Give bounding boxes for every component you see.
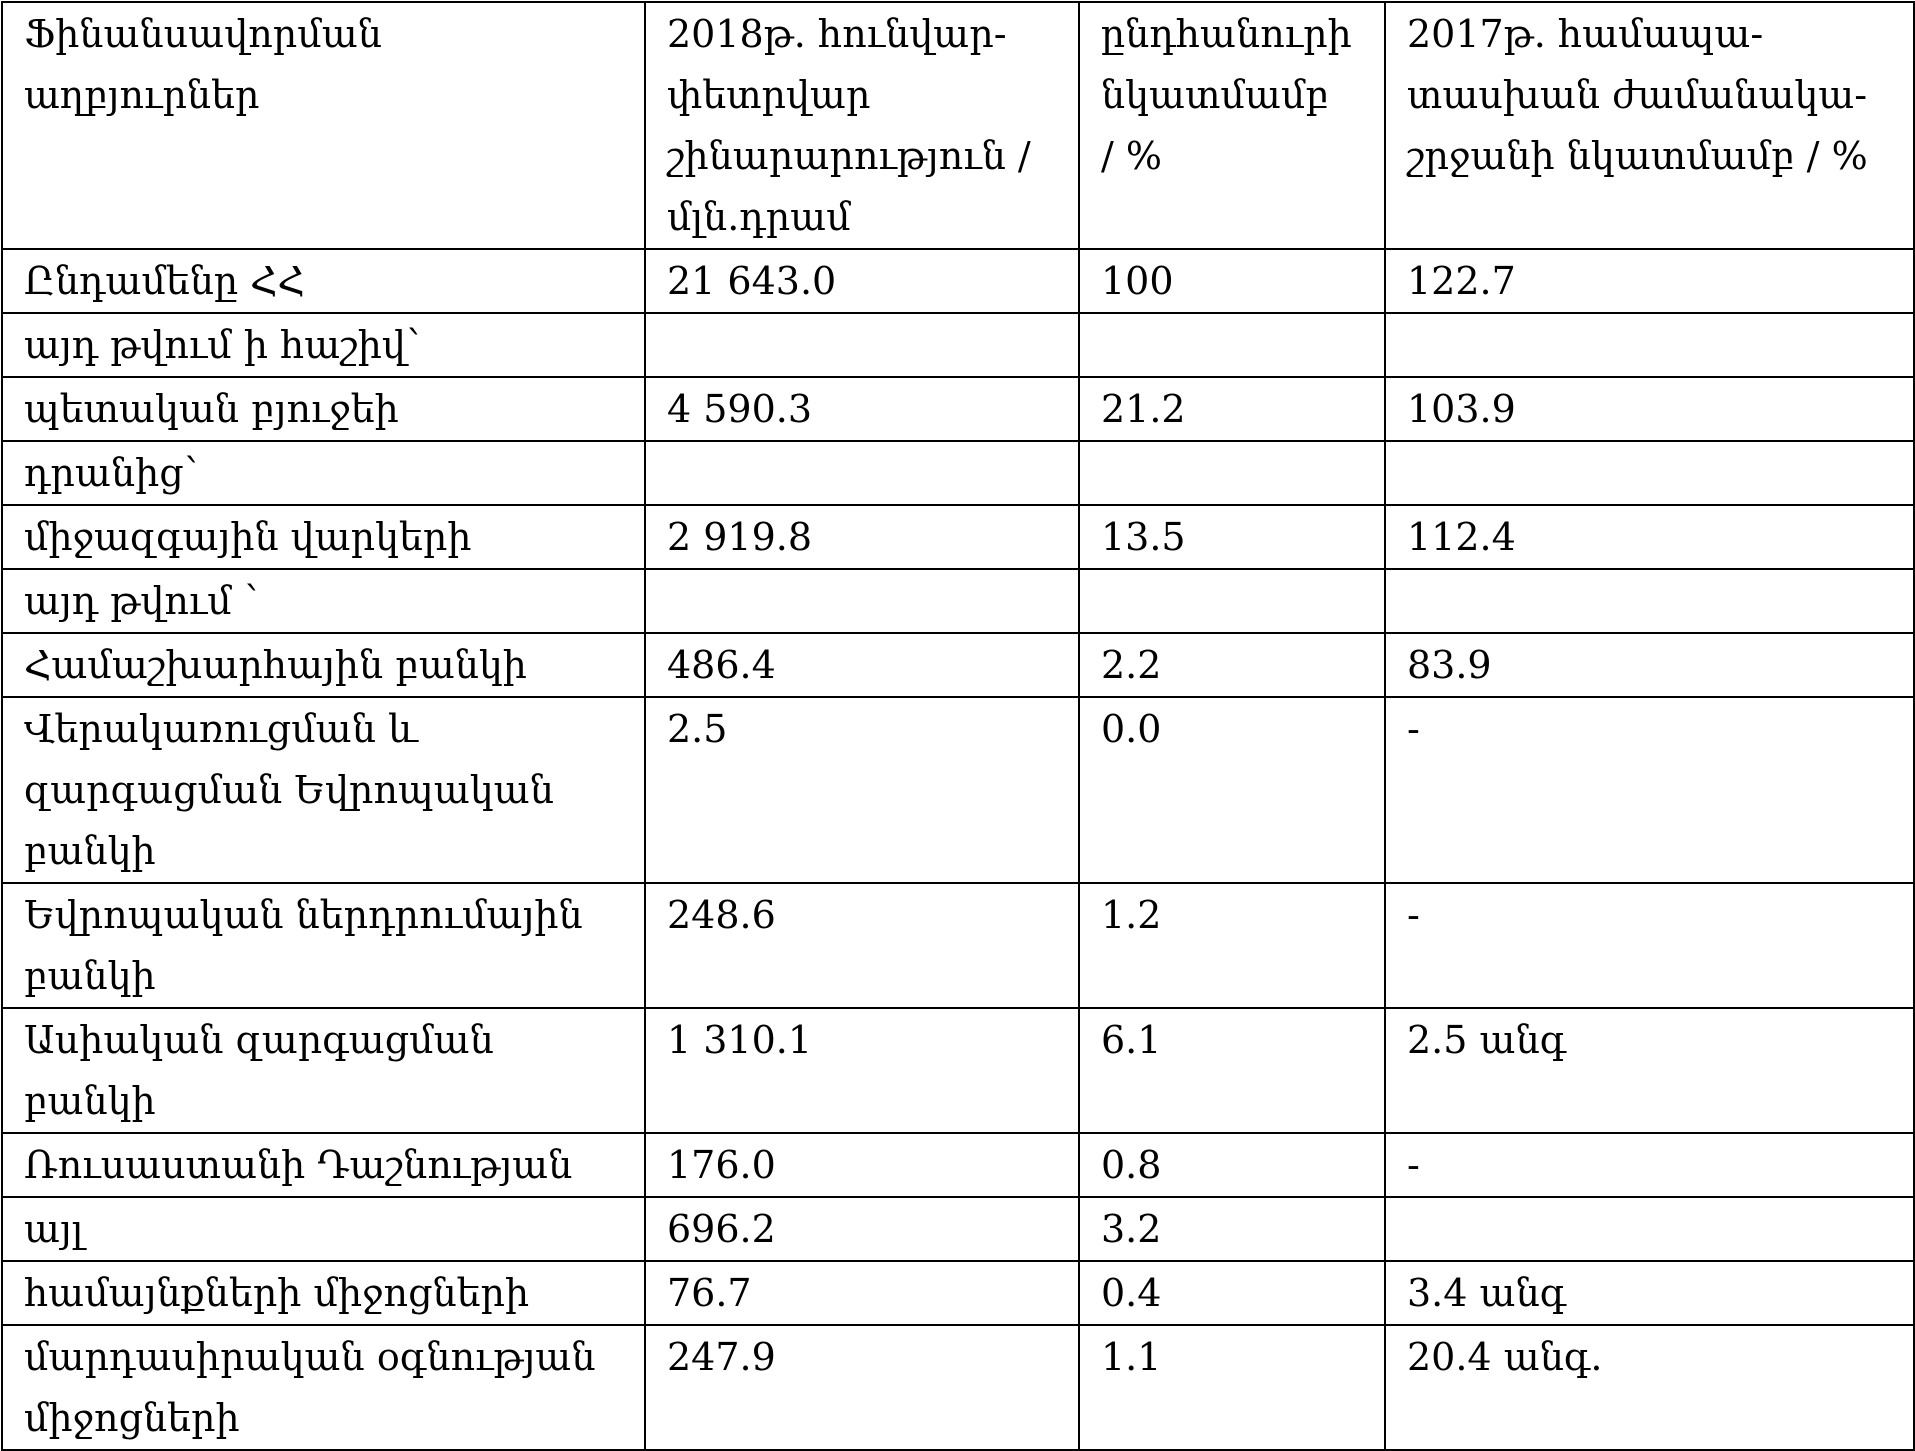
change-cell (1385, 441, 1914, 505)
source-cell: միջազգային վարկերի (2, 505, 645, 569)
share-cell: 0.0 (1079, 697, 1385, 883)
table-row (2, 441, 1914, 505)
table-row (2, 249, 1914, 313)
change-cell (1385, 569, 1914, 633)
share-cell (1079, 441, 1385, 505)
share-cell: 0.4 (1079, 1261, 1385, 1325)
source-cell: համայնքների միջոցների (2, 1261, 645, 1325)
header-vs-2017: 2017թ. համապա- տասխան ժամանակա- շրջանի նկատմամբ / % (1385, 2, 1914, 249)
source-cell: Համաշխարհային բանկի (2, 633, 645, 697)
source-cell: Ասիական զարգացման բանկի (2, 1008, 645, 1133)
change-cell (1385, 1197, 1914, 1261)
change-cell: - (1385, 883, 1914, 1008)
table-row (2, 313, 1914, 377)
header-row (2, 2, 1914, 249)
amount-cell: 486.4 (645, 633, 1079, 697)
amount-cell: 696.2 (645, 1197, 1079, 1261)
source-cell: այդ թվում ՝ (2, 569, 645, 633)
source-cell: Ընդամենը ՀՀ (2, 249, 645, 313)
share-cell: 21.2 (1079, 377, 1385, 441)
share-cell: 6.1 (1079, 1008, 1385, 1133)
header-construction-amount: 2018թ. հունվար- փետրվար շինարարություն / մլն.դրամ (645, 2, 1079, 249)
share-cell: 1.1 (1079, 1325, 1385, 1450)
table-row (2, 1197, 1914, 1261)
table-row (2, 377, 1914, 441)
share-cell: 2.2 (1079, 633, 1385, 697)
amount-cell: 248.6 (645, 883, 1079, 1008)
source-cell: մարդասիրական օգնության միջոցների (2, 1325, 645, 1450)
change-cell: - (1385, 697, 1914, 883)
amount-cell (645, 569, 1079, 633)
table-row (2, 505, 1914, 569)
amount-cell: 4 590.3 (645, 377, 1079, 441)
share-cell: 1.2 (1079, 883, 1385, 1008)
table-row (2, 883, 1914, 1008)
amount-cell: 21 643.0 (645, 249, 1079, 313)
change-cell: 2.5 անգ (1385, 1008, 1914, 1133)
header-share-of-total: ընդհանուրի նկատմամբ / % (1079, 2, 1385, 249)
source-cell: պետական բյուջեի (2, 377, 645, 441)
amount-cell: 76.7 (645, 1261, 1079, 1325)
change-cell: 112.4 (1385, 505, 1914, 569)
source-cell: այդ թվում ի հաշիվ՝ (2, 313, 645, 377)
amount-cell: 2.5 (645, 697, 1079, 883)
share-cell: 100 (1079, 249, 1385, 313)
amount-cell: 1 310.1 (645, 1008, 1079, 1133)
share-cell (1079, 569, 1385, 633)
change-cell: 3.4 անգ (1385, 1261, 1914, 1325)
table-row (2, 1133, 1914, 1197)
financing-sources-table (1, 1, 1915, 1451)
amount-cell (645, 313, 1079, 377)
source-cell: դրանից՝ (2, 441, 645, 505)
source-cell: Վերակառուցման և զարգացման Եվրոպական բանկի (2, 697, 645, 883)
amount-cell: 176.0 (645, 1133, 1079, 1197)
amount-cell (645, 441, 1079, 505)
share-cell: 13.5 (1079, 505, 1385, 569)
table-row (2, 697, 1914, 883)
share-cell (1079, 313, 1385, 377)
source-cell: Ռուսաստանի Դաշնության (2, 1133, 645, 1197)
table-row (2, 569, 1914, 633)
change-cell: 103.9 (1385, 377, 1914, 441)
table-row (2, 1261, 1914, 1325)
amount-cell: 2 919.8 (645, 505, 1079, 569)
table-row (2, 1008, 1914, 1133)
change-cell: 83.9 (1385, 633, 1914, 697)
header-financing-sources: Ֆինանսավորման աղբյուրներ (2, 2, 645, 249)
amount-cell: 247.9 (645, 1325, 1079, 1450)
change-cell (1385, 313, 1914, 377)
change-cell: - (1385, 1133, 1914, 1197)
source-cell: այլ (2, 1197, 645, 1261)
change-cell: 122.7 (1385, 249, 1914, 313)
table-row (2, 1325, 1914, 1450)
change-cell: 20.4 անգ. (1385, 1325, 1914, 1450)
share-cell: 0.8 (1079, 1133, 1385, 1197)
table-row (2, 633, 1914, 697)
share-cell: 3.2 (1079, 1197, 1385, 1261)
source-cell: Եվրոպական ներդրումային բանկի (2, 883, 645, 1008)
